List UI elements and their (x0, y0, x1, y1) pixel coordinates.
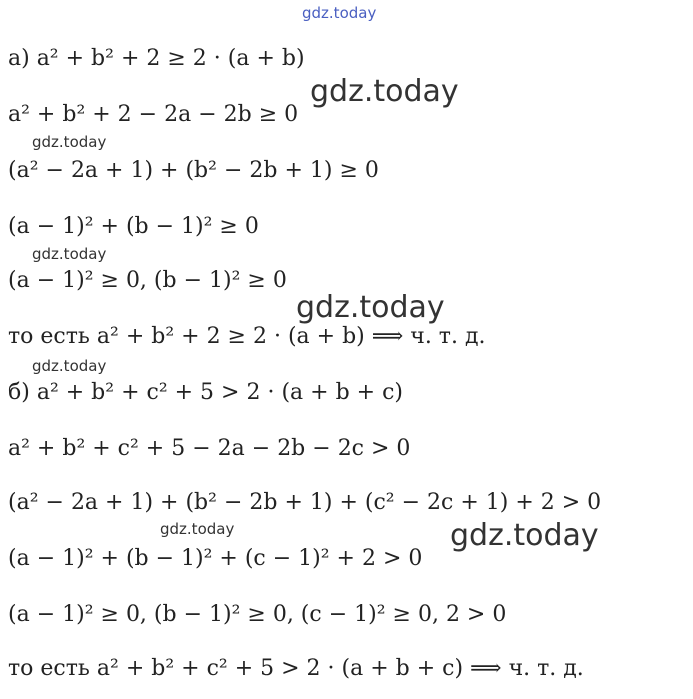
watermark-small: gdz.today (32, 357, 107, 375)
solution-line-a-step1: a² + b² + 2 − 2a − 2b ≥ 0 (8, 102, 299, 127)
watermark-small: gdz.today (32, 133, 107, 151)
watermark-large: gdz.today (450, 518, 599, 553)
solution-line-b-conclusion: то есть a² + b² + c² + 5 > 2 · (a + b + c) ⟹ ч. т. д. (8, 656, 584, 681)
solution-line-a-statement: а) a² + b² + 2 ≥ 2 · (a + b) (8, 46, 305, 71)
solution-line-a-step4: (a − 1)² ≥ 0, (b − 1)² ≥ 0 (8, 268, 287, 293)
watermark-small: gdz.today (32, 245, 107, 263)
watermark-small: gdz.today (160, 520, 235, 538)
solution-line-a-step3: (a − 1)² + (b − 1)² ≥ 0 (8, 214, 259, 239)
watermark-large: gdz.today (310, 74, 459, 109)
solution-line-b-step2: (a² − 2a + 1) + (b² − 2b + 1) + (c² − 2c + 1) + 2 > 0 (8, 490, 602, 515)
solution-line-b-step3: (a − 1)² + (b − 1)² + (c − 1)² + 2 > 0 (8, 546, 423, 571)
watermark-top: gdz.today (302, 4, 377, 22)
solution-line-a-conclusion: то есть a² + b² + 2 ≥ 2 · (a + b) ⟹ ч. т. д. (8, 324, 486, 349)
solution-line-b-statement: б) a² + b² + c² + 5 > 2 · (a + b + c) (8, 380, 403, 405)
watermark-large: gdz.today (296, 290, 445, 325)
solution-line-b-step4: (a − 1)² ≥ 0, (b − 1)² ≥ 0, (c − 1)² ≥ 0, 2 > 0 (8, 602, 507, 627)
solution-line-b-step1: a² + b² + c² + 5 − 2a − 2b − 2c > 0 (8, 436, 411, 461)
solution-line-a-step2: (a² − 2a + 1) + (b² − 2b + 1) ≥ 0 (8, 158, 379, 183)
